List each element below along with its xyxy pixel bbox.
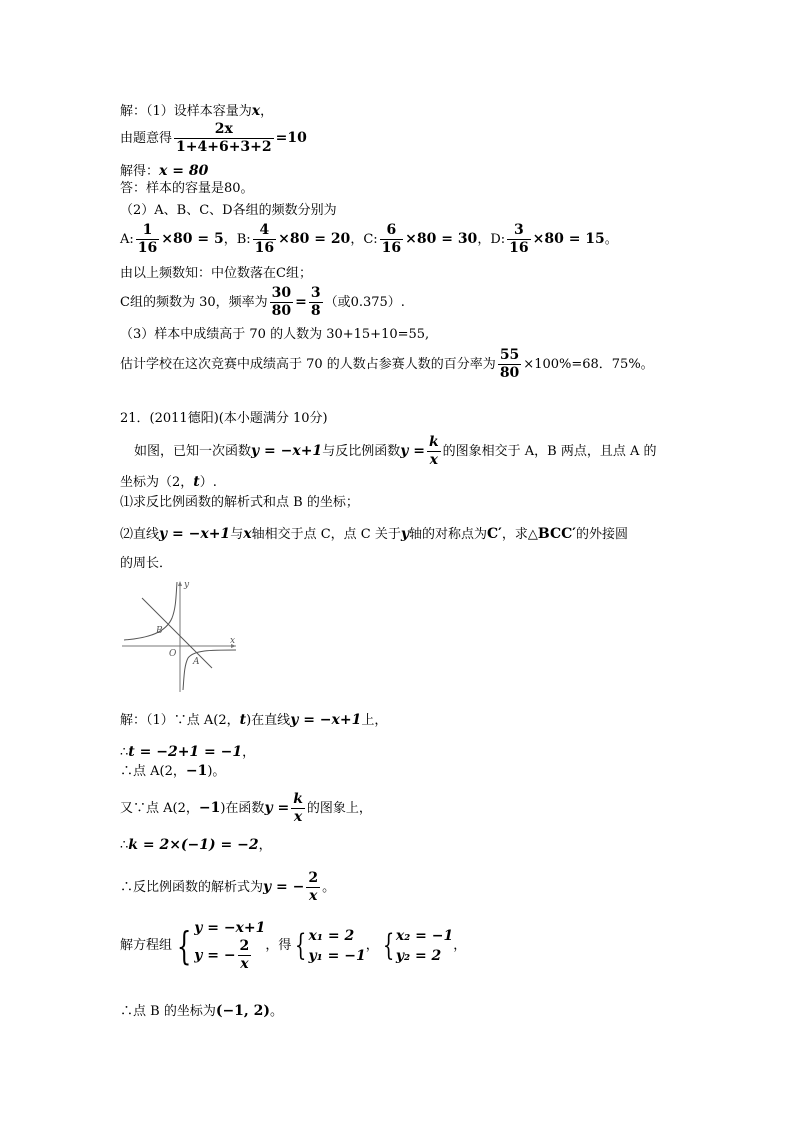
solution-set-1 <box>308 926 365 966</box>
math: y = −x+1 <box>194 920 266 936</box>
question-line-4 <box>120 526 628 543</box>
equation-system <box>194 918 265 973</box>
text: ∴点 A(2， <box>120 764 186 779</box>
denominator: x <box>309 888 318 904</box>
solution21-line-5 <box>120 837 272 854</box>
solution21-line-1 <box>120 712 387 729</box>
question-line-2 <box>120 474 217 491</box>
numerator: k <box>428 434 439 450</box>
solution-line-2 <box>120 121 307 156</box>
math: t <box>193 474 200 490</box>
math: t <box>239 712 247 728</box>
math: C′ <box>487 526 502 542</box>
solution21-line-3 <box>120 763 225 780</box>
origin-label: O <box>169 649 177 659</box>
text: )在直线 <box>246 713 291 728</box>
text: 坐标为（2， <box>120 475 194 490</box>
denominator: 80 <box>271 303 292 319</box>
text: 上， <box>361 713 388 728</box>
numerator: 6 <box>380 222 403 240</box>
text: ）. <box>199 475 217 490</box>
text: 轴相交于点 C，点 C 关于 <box>251 527 401 542</box>
text: ，C: <box>350 232 378 247</box>
x-axis-label: x <box>230 636 236 646</box>
denominator: x <box>293 809 303 825</box>
solution-line-10 <box>120 347 654 382</box>
denominator: 16 <box>381 240 402 256</box>
solution21-line-7 <box>120 918 466 973</box>
fraction <box>270 285 293 320</box>
text: ， <box>453 938 467 953</box>
math: x₁ = 2 <box>308 927 355 944</box>
text: ×100%=68．75%。 <box>523 357 654 372</box>
math: y = −x+1 <box>159 526 231 542</box>
denominator: 16 <box>254 240 275 256</box>
numerator: k <box>293 791 303 807</box>
fraction <box>507 222 530 257</box>
text: 的外接圆 <box>575 527 628 542</box>
fraction <box>380 222 403 257</box>
numerator: 55 <box>499 347 520 363</box>
math: y = −x+1 <box>290 712 362 728</box>
text: 估计学校在这次竞赛中成绩高于 70 的人数占参赛人数的百分率为 <box>120 357 496 372</box>
solution-set-2 <box>396 926 453 966</box>
solution21-line-2 <box>120 744 255 761</box>
solution-line-8 <box>120 285 405 320</box>
solution21-line-8 <box>120 1003 283 1020</box>
solution-line-3 <box>120 163 208 180</box>
solution21-line-4 <box>120 791 372 826</box>
text: 。 <box>270 1004 284 1019</box>
point-a-label: A <box>193 657 200 667</box>
text: ， <box>365 938 379 953</box>
math: −1 <box>185 763 208 779</box>
solution21-line-6 <box>120 870 335 905</box>
question-line-5: 的周长． <box>120 556 173 571</box>
math: x <box>243 526 252 542</box>
math: −1 <box>198 800 221 816</box>
text: ， <box>258 838 272 853</box>
numerator: 30 <box>271 285 292 301</box>
math: (−1, 2) <box>215 1003 271 1019</box>
math: y = <box>400 443 425 459</box>
text: ⑵直线 <box>120 527 160 542</box>
fraction <box>427 434 441 469</box>
denominator: 80 <box>499 365 520 381</box>
y-axis-arrow <box>178 581 182 586</box>
numerator: 1 <box>136 222 159 240</box>
solution-line-6 <box>120 222 618 257</box>
hyperbola-branch-upper-left <box>124 582 177 640</box>
denominator: 16 <box>509 240 529 256</box>
denominator: 1+4+6+3+2 <box>176 139 272 155</box>
text: )在函数 <box>220 801 265 816</box>
text: 如图，已知一次函数 <box>134 444 252 459</box>
math: y₁ = −1 <box>308 947 366 964</box>
math: y <box>400 526 409 542</box>
text: （或0.375）. <box>324 295 405 310</box>
fraction <box>291 791 305 826</box>
text: 的图象相交于 A，B 两点，且点 A 的 <box>442 444 657 459</box>
left-brace: { <box>176 923 192 968</box>
text: 解方程组 <box>120 938 173 953</box>
text: ，求△ <box>501 527 538 542</box>
text: ， <box>260 104 274 119</box>
y-axis-label: y <box>184 580 190 590</box>
text: ∴点 B 的坐标为 <box>120 1004 216 1019</box>
numerator: 4 <box>253 222 276 240</box>
solution-line-4: 答：样本的容量是80。 <box>120 181 254 196</box>
math: BCC′ <box>537 526 576 542</box>
fraction <box>306 870 320 905</box>
text: ，得 <box>265 938 292 953</box>
denominator: 8 <box>310 303 321 319</box>
math: x₂ = −1 <box>395 927 454 944</box>
text: ， <box>242 745 256 760</box>
math: ×80 = 5 <box>161 231 224 247</box>
math: y = − <box>263 879 305 895</box>
numerator: 2 <box>308 870 319 886</box>
math: = <box>295 294 307 310</box>
text: ∴ <box>120 838 129 853</box>
text: 与 <box>230 527 244 542</box>
math: y = − <box>194 947 236 964</box>
denominator: x <box>240 956 249 972</box>
left-brace: { <box>295 927 307 963</box>
fraction <box>253 222 276 257</box>
system-row-2 <box>194 938 265 973</box>
fraction <box>309 285 323 320</box>
text: 由题意得 <box>120 131 173 146</box>
math: ×80 = 15 <box>532 231 605 247</box>
text: 解：（1）∵点 A(2， <box>120 713 240 728</box>
text: 又∵点 A(2， <box>120 801 199 816</box>
text: C组的频数为 30，频率为 <box>120 295 268 310</box>
text: A: <box>120 232 134 247</box>
math: t = −2+1 = −1 <box>128 744 243 760</box>
math: ×80 = 20 <box>278 231 351 247</box>
math: y = <box>264 800 290 816</box>
text: )。 <box>207 764 226 779</box>
math: y₂ = 2 <box>395 947 442 964</box>
text: ，D: <box>477 232 506 247</box>
text: 与反比例函数 <box>322 444 401 459</box>
numerator: 3 <box>507 222 530 240</box>
question-title: 21．(2011德阳)(本小题满分 10分) <box>120 411 328 426</box>
solution-line-7: 由以上频数知：中位数落在C组； <box>120 266 312 281</box>
math: x <box>251 103 261 119</box>
text: 解得： <box>120 164 160 179</box>
solution-line-5: （2）A、B、C、D各组的频数分别为 <box>120 203 337 218</box>
math: k = 2×(−1) = −2 <box>128 837 259 853</box>
text: 的图象上， <box>306 801 372 816</box>
question-line-1 <box>134 434 657 469</box>
numerator: 3 <box>310 285 321 301</box>
math: x = 80 <box>159 163 209 179</box>
solution-line-1 <box>120 103 273 120</box>
question-line-3: ⑴求反比例函数的解析式和点 B 的坐标； <box>120 495 359 510</box>
text: 轴的对称点为 <box>409 527 488 542</box>
math: ×80 = 30 <box>405 231 478 247</box>
hyperbola-branch-lower-right <box>183 650 236 690</box>
fraction <box>136 222 159 257</box>
text: 。 <box>604 232 618 247</box>
math: y = −x+1 <box>251 443 323 459</box>
linear-function-line <box>142 598 212 668</box>
fraction <box>498 347 521 382</box>
text: ∴反比例函数的解析式为 <box>120 880 264 895</box>
left-brace: { <box>382 927 394 963</box>
point-b-label: B <box>156 626 163 636</box>
text: 。 <box>322 880 336 895</box>
function-graph-figure <box>120 578 240 694</box>
solution-line-9: （3）样本中成绩高于 70 的人数为 30+15+10=55, <box>120 327 430 342</box>
text: ∴ <box>120 745 129 760</box>
denominator: 16 <box>137 240 158 256</box>
text: 解：（1）设样本容量为 <box>120 104 252 119</box>
math: =10 <box>275 130 307 146</box>
fraction <box>238 938 252 973</box>
text: ，B: <box>223 232 251 247</box>
denominator: x <box>429 452 438 468</box>
numerator: 2x <box>174 121 274 139</box>
numerator: 2 <box>239 938 250 954</box>
fraction <box>174 121 274 156</box>
system-row-1 <box>194 918 265 938</box>
